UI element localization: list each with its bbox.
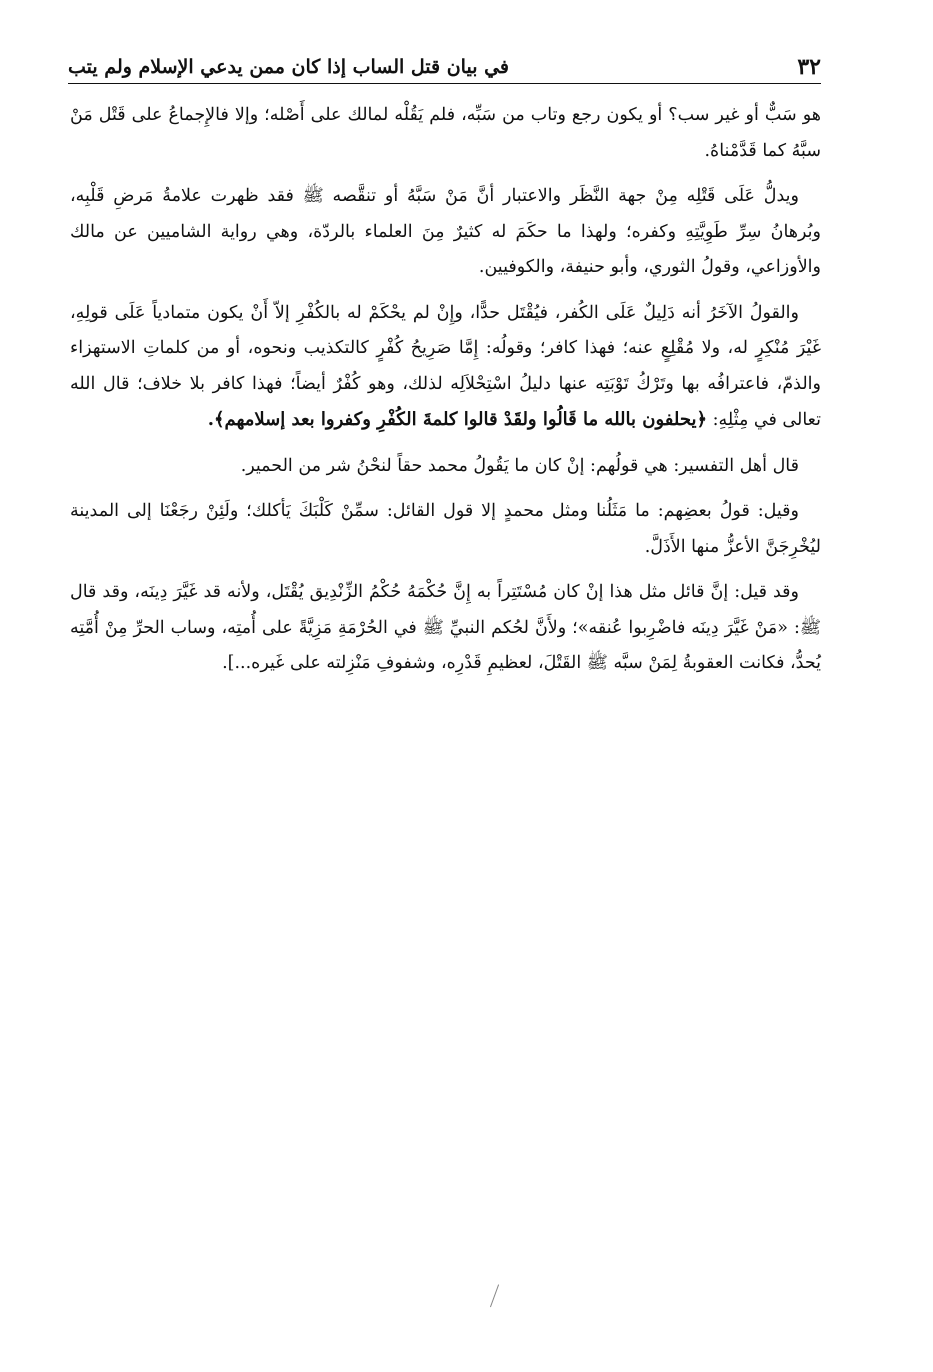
paragraph-4: قال أهل التفسير: هي قولُهم: إنْ كان ما يَقُولُ محمد حقاً لنحْنُ شر من الحمير. xyxy=(240,455,799,476)
paragraph-3-text: والقولُ الآخَرُ أنه دَلِيلٌ عَلَى الكُفر، فيُقْتَل حدًّا، وإِنْ لم يحْكَمْ له بالكُفْرِ إلاّ أَنْ يكون متمادياً عَلَى قولِهِ، غَيْرَ مُنْكِرٍ له، ولا مُقْلِعٍ عنه؛ فهذا كافر؛ وقولُه: إِمَّا صَرِيحُ كُفْرٍ كالتكذيب ونحوه، أو من كلماتِ الاستهزاء والذمّ، فاعترافُه بها وتَرْكُ تَوْبَتِه عنها دليلُ اسْتِحْلاَلِه لذلك، وهو كُفْرٌ أيضاً؛ فهذا كافر بلا خلاف؛ قال الله تعالى في مِثْلِهِ: xyxy=(70,302,821,430)
paragraph-6: وقد قيل: إنَّ قائل مثل هذا إنْ كان مُسْتَتِراً به إِنَّ حُكْمَهُ حُكْمُ الزِّنْدِيق يُقْتَل، ولأنه قد غَيَّرَ دِينَه، وقد قال ﷺ: «مَنْ غَيَّرَ دِينَه فاضْرِبوا عُنقه»؛ ولأَنَّ لحُكم النبيِّ ﷺ في الحُرْمَةِ مَزِيَّةً على أُمتِه، وساب الحرِّ مِنْ أُمَّتِه يُحدُّ، فكانت العقوبةُ لِمَنْ سبَّه ﷺ القَتْلَ، لعظيمِ قَدْرِه، وشفوفِ مَنْزِلته على غَيره...]. xyxy=(70,582,821,673)
page-number: ٣٢ xyxy=(797,54,821,80)
paragraph-5: وقيل: قولُ بعضِهم: ما مَثَلُنا ومثل محمدٍ إلا قول القائل: سمِّنْ كَلْبَكَ يَأكلك؛ ولَئِنْ رجَعْنَا إلى المدينة ليُخْرِجَنَّ الأعزُّ منها الأَذَلَّ. xyxy=(70,501,821,557)
running-header-title: في بيان قتل الساب إذا كان ممن يدعي الإسلام ولم يتب xyxy=(68,56,510,78)
running-header xyxy=(68,48,821,82)
paragraph-2: ويدلُّ عَلَى قَتْلِه مِنْ جهة النَّظَر والاعتبار أنَّ مَنْ سَبَّهُ أو تنقَّصه ﷺ فقد ظهرت علامةُ مَرضِ قَلْبِه، وبُرهانُ سِرِّ طَوِيَّتِهِ وكفره؛ ولهذا ما حكَمَ له كثيرٌ مِنَ العلماء بالردّة، وهي رواية الشاميين عن مالك والأوزاعي، وقولُ الثوري، وأبو حنيفة، والكوفيين. xyxy=(70,186,821,277)
body-text xyxy=(70,98,821,692)
scan-stray-mark xyxy=(490,1284,500,1307)
quran-verse: ﴿يحلفون بالله ما قَالُوا ولقَدْ قالوا كلمةَ الكُفْرِ وكفروا بعد إسلامهم﴾. xyxy=(207,409,708,430)
paragraph-1: هو سَبٌّ أو غير سب؟ أو يكون رجع وتاب من سَبِّه، فلم يَقُلْه لمالك على أَصْله؛ وإلا فالإِجماعُ على قَتْل مَنْ سبَّهُ كما قَدَّمْناهُ. xyxy=(70,105,821,161)
paragraph-3 xyxy=(70,296,821,439)
header-divider xyxy=(68,83,821,84)
